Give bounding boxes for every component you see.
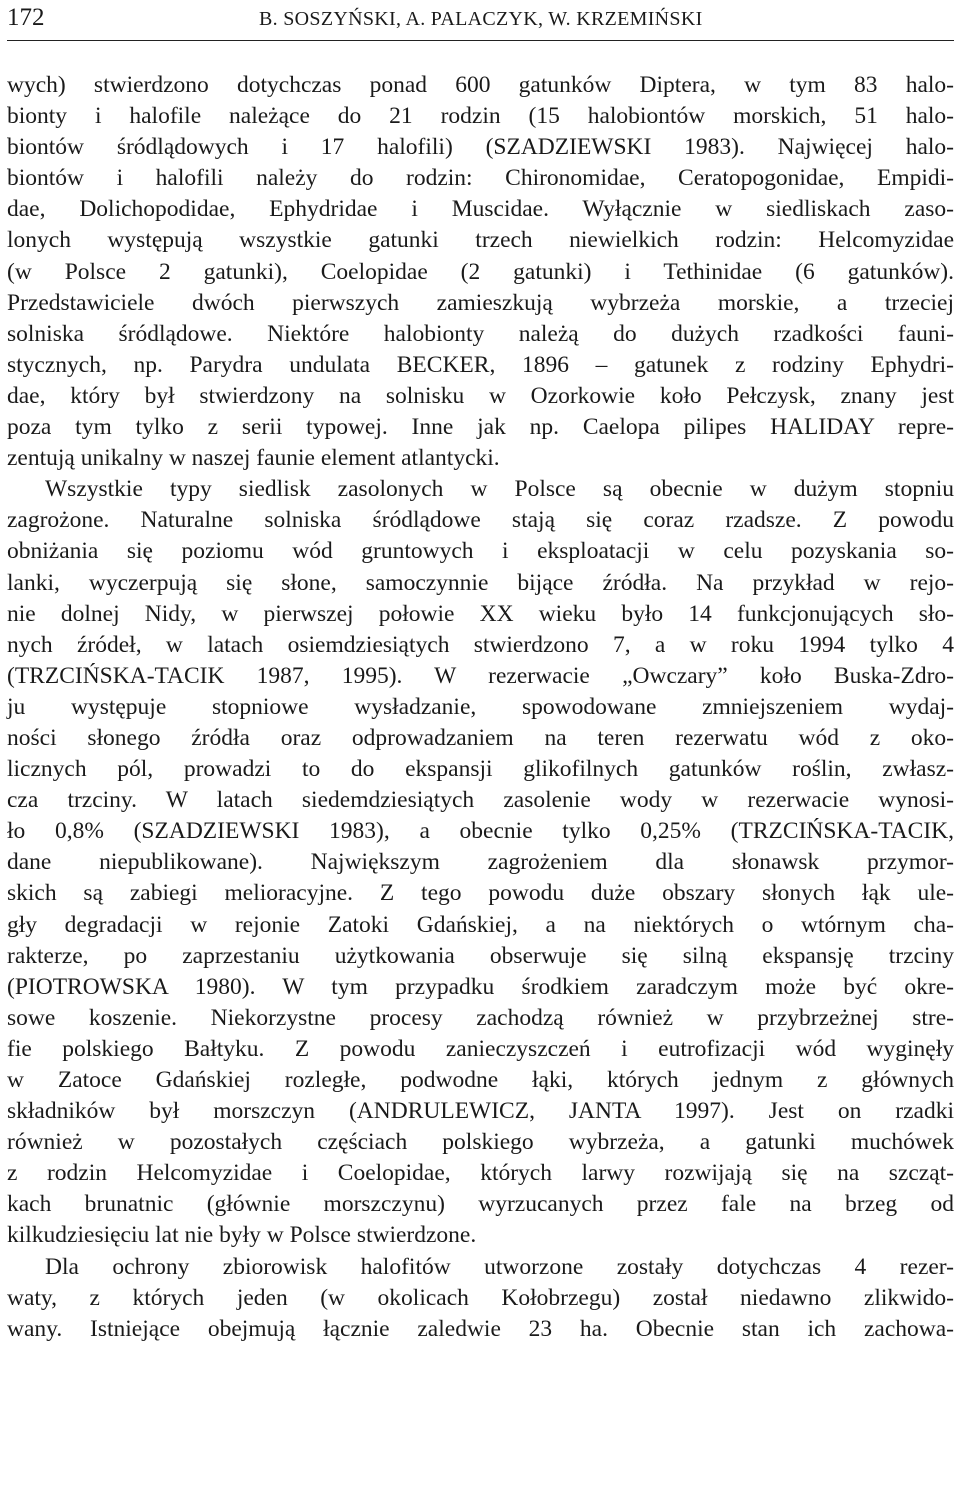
- text-line: lonych występują wszystkie gatunki trzech niewielkich rodzin: Helcomyzidae: [7, 227, 954, 254]
- text-line: ności słonego źródła oraz odprowadzaniem na teren rezerwatu wód z oko-: [7, 724, 954, 751]
- text-line: rakterze, po zaprzestaniu użytkowania obserwuje się silną ekspansję trzciny: [7, 942, 954, 969]
- text-line: zentują unikalny w naszej faunie element atlantycki.: [7, 445, 500, 472]
- text-line: Przedstawiciele dwóch pierwszych zamieszkują wybrzeża morskie, a trzeciej: [7, 289, 954, 316]
- text-line: zagrożone. Naturalne solniska śródlądowe stają się coraz rzadsze. Z powodu: [7, 507, 954, 534]
- text-line: nie dolnej Nidy, w pierwszej połowie XX wieku było 14 funkcjonujących sło-: [7, 600, 954, 627]
- text-line: wany. Istniejące obejmują łącznie zaledwie 23 ha. Obecnie stan ich zachowa-: [7, 1315, 954, 1342]
- text-line: w Zatoce Gdańskiej rozległe, podwodne łąki, których jednym z głównych: [7, 1067, 954, 1093]
- text-line: stycznych, np. Parydra undulata BECKER, 1896 – gatunek z rodziny Ephydri-: [7, 351, 954, 378]
- text-line: obniżania się poziomu wód gruntowych i eksploatacji w celu pozyskania so-: [7, 538, 954, 565]
- text-line: składników był morszczyn (ANDRULEWICZ, JANTA 1997). Jest on rzadki: [7, 1098, 954, 1125]
- text-line: (PIOTROWSKA 1980). W tym przypadku środkiem zaradczym może być okre-: [7, 973, 954, 1000]
- text-line: waty, z których jeden (w okolicach Kołobrzegu) został niedawno zlikwido-: [7, 1284, 954, 1311]
- page-header: [7, 0, 954, 41]
- text-line: ło 0,8% (SZADZIEWSKI 1983), a obecnie tylko 0,25% (TRZCIŃSKA-TACIK,: [7, 818, 954, 845]
- text-line: lanki, wyczerpują się słone, samoczynnie bijące źródła. Na przykład w rejo-: [7, 569, 954, 596]
- text-line: fie polskiego Bałtyku. Z powodu zanieczyszczeń i eutrofizacji wód wyginęły: [7, 1035, 954, 1062]
- document-page: [7, 0, 954, 1342]
- text-line: licznych pól, prowadzi to do ekspansji glikofilnych gatunków roślin, zwłasz-: [7, 756, 954, 783]
- text-line: poza tym tylko z serii typowej. Inne jak np. Caelopa pilipes HALIDAY repre-: [7, 414, 954, 441]
- text-line: gły degradacji w rejonie Zatoki Gdańskiej, a na niektórych o wtórnym cha-: [7, 911, 954, 938]
- text-line: solniska śródlądowe. Niektóre halobionty należą do dużych rzadkości fauni-: [7, 320, 954, 347]
- text-line: dae, który był stwierdzony na solnisku w Ozorkowie koło Pełczysk, znany jest: [7, 382, 954, 409]
- text-line: kach brunatnic (głównie morszczynu) wyrzucanych przez fale na brzeg od: [7, 1191, 954, 1218]
- text-line: wych) stwierdzono dotychczas ponad 600 gatunków Diptera, w tym 83 halo-: [7, 72, 954, 98]
- page-number: 172: [7, 4, 45, 31]
- text-line: biontów śródlądowych i 17 halofili) (SZADZIEWSKI 1983). Najwięcej halo-: [7, 134, 954, 161]
- text-line: Dla ochrony zbiorowisk halofitów utworzone zostały dotychczas 4 rezer-: [45, 1253, 954, 1280]
- text-line: dane niepublikowane). Największym zagrożeniem dla słonawsk przymor-: [7, 849, 954, 876]
- body-text: [7, 70, 954, 1345]
- text-line: (w Polsce 2 gatunki), Coelopidae (2 gatunki) i Tethinidae (6 gatunków).: [7, 258, 954, 285]
- text-line: nych źródeł, w latach osiemdziesiątych stwierdzono 7, a w roku 1994 tylko 4: [7, 631, 954, 658]
- text-line: skich są zabiegi melioracyjne. Z tego powodu duże obszary słonych łąk ule-: [7, 880, 954, 907]
- running-head: B. SOSZYŃSKI, A. PALACZYK, W. KRZEMIŃSKI: [259, 8, 703, 30]
- text-line: bionty i halofile należące do 21 rodzin (15 halobiontów morskich, 51 halo-: [7, 103, 954, 130]
- text-line: biontów i halofili należy do rodzin: Chironomidae, Ceratopogonidae, Empidi-: [7, 165, 954, 192]
- text-line: z rodzin Helcomyzidae i Coelopidae, których larwy rozwijają się na szcząt-: [7, 1160, 954, 1187]
- text-line: sowe koszenie. Niekorzystne procesy zachodzą również w przybrzeżnej stre-: [7, 1004, 954, 1031]
- text-line: Wszystkie typy siedlisk zasolonych w Polsce są obecnie w dużym stopniu: [45, 476, 954, 503]
- text-line: kilkudziesięciu lat nie były w Polsce stwierdzone.: [7, 1222, 477, 1249]
- text-line: również w pozostałych częściach polskiego wybrzeża, a gatunki muchówek: [7, 1129, 954, 1156]
- text-line: (TRZCIŃSKA-TACIK 1987, 1995). W rezerwacie „Owczary” koło Buska-Zdro-: [7, 662, 954, 689]
- text-line: cza trzciny. W latach siedemdziesiątych zasolenie wody w rezerwacie wynosi-: [7, 787, 954, 814]
- text-line: dae, Dolichopodidae, Ephydridae i Muscidae. Wyłącznie w siedliskach zaso-: [7, 196, 954, 223]
- text-line: ju występuje stopniowe wysładzanie, spowodowane zmniejszeniem wydaj-: [7, 693, 954, 720]
